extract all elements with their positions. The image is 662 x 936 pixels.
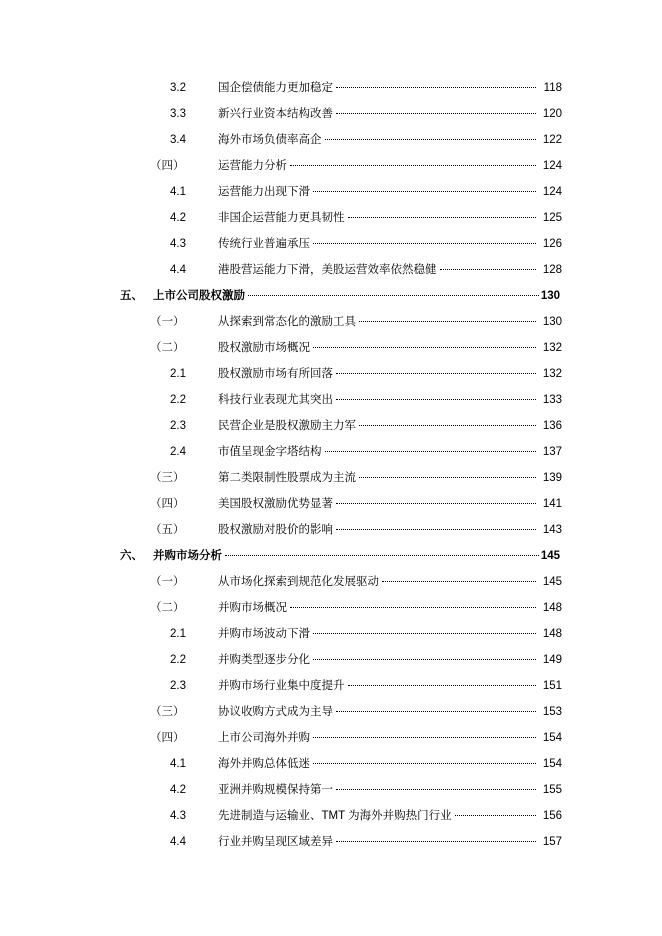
- toc-entry-page-number: 136: [541, 414, 562, 438]
- dot-leader: [336, 113, 536, 114]
- toc-entry-page-number: 145: [541, 570, 562, 594]
- dot-leader: [313, 737, 536, 738]
- toc-entry[interactable]: [0, 466, 662, 492]
- toc-entry-number: 4.4: [170, 264, 186, 276]
- toc-entry[interactable]: [0, 518, 662, 544]
- toc-entry-title-wrap: [218, 622, 538, 646]
- toc-entry-title: 从市场化探索到规范化发展驱动: [218, 576, 379, 588]
- toc-entry-title-wrap: [218, 76, 538, 100]
- toc-entry-title-wrap: [153, 284, 559, 308]
- toc-entry-page-number: 133: [541, 388, 562, 412]
- dot-leader: [313, 191, 536, 192]
- toc-entry[interactable]: [0, 596, 662, 622]
- toc-entry-title: 行业并购呈现区域差异: [218, 836, 333, 848]
- toc-entry-title-wrap: [218, 674, 538, 698]
- toc-entry-title-wrap: [218, 570, 538, 594]
- toc-entry-title-wrap: [218, 804, 538, 828]
- toc-entry-number: 3.3: [170, 108, 186, 120]
- toc-entry-title: 市值呈现金字塔结构: [218, 446, 322, 458]
- toc-entry-number: 六、: [120, 550, 143, 562]
- toc-entry[interactable]: [0, 648, 662, 674]
- toc-entry-title: 先进制造与运输业、TMT 为海外并购热门行业: [218, 810, 452, 822]
- toc-entry-number: 4.3: [170, 810, 186, 822]
- toc-entry-title: 海外并购总体低迷: [218, 758, 310, 770]
- toc-entry-title-wrap: [218, 726, 538, 750]
- toc-entry-title: 运营能力出现下滑: [218, 186, 310, 198]
- dot-leader: [359, 425, 536, 426]
- toc-entry-title: 并购市场行业集中度提升: [218, 680, 345, 692]
- toc-entry[interactable]: [0, 102, 662, 128]
- toc-entry-page-number: 120: [541, 102, 562, 126]
- toc-entry-number: 2.1: [170, 368, 186, 380]
- toc-entry-page-number: 125: [541, 206, 562, 230]
- dot-leader: [382, 581, 536, 582]
- toc-entry-page-number: 154: [541, 726, 562, 750]
- toc-entry-title: 上市公司股权激励: [153, 290, 245, 302]
- toc-entry-title-wrap: [218, 778, 538, 802]
- toc-entry-number: （五）: [150, 524, 185, 536]
- dot-leader: [290, 607, 536, 608]
- toc-entry-page-number: 132: [541, 362, 562, 386]
- dot-leader: [336, 87, 536, 88]
- toc-entry[interactable]: [0, 362, 662, 388]
- toc-entry[interactable]: [0, 492, 662, 518]
- toc-entry-title: 亚洲并购规模保持第一: [218, 784, 333, 796]
- toc-entry-title-wrap: [153, 544, 559, 568]
- toc-entry-page-number: 155: [541, 778, 562, 802]
- dot-leader: [313, 659, 536, 660]
- dot-leader: [336, 399, 536, 400]
- toc-entry-title: 股权激励市场概况: [218, 342, 310, 354]
- toc-entry-number: 2.3: [170, 420, 186, 432]
- toc-entry[interactable]: [0, 778, 662, 804]
- toc-entry-page-number: 139: [541, 466, 562, 490]
- toc-entry-title: 科技行业表现尤其突出: [218, 394, 333, 406]
- toc-entry[interactable]: [0, 180, 662, 206]
- dot-leader: [313, 347, 536, 348]
- toc-entry-page-number: 141: [541, 492, 562, 516]
- toc-entry[interactable]: [0, 232, 662, 258]
- toc-entry-title: 从探索到常态化的激励工具: [218, 316, 356, 328]
- toc-entry-page-number: 143: [541, 518, 562, 542]
- toc-entry-title: 传统行业普遍承压: [218, 238, 310, 250]
- toc-entry-page-number: 148: [541, 596, 562, 620]
- toc-entry-number: （三）: [150, 706, 185, 718]
- dot-leader: [336, 503, 536, 504]
- toc-entry[interactable]: [0, 726, 662, 752]
- toc-entry-number: 2.2: [170, 394, 186, 406]
- toc-entry[interactable]: [0, 310, 662, 336]
- toc-entry-title-wrap: [218, 492, 538, 516]
- dot-leader: [440, 269, 537, 270]
- toc-entry-title-wrap: [218, 388, 538, 412]
- toc-entry-title: 运营能力分析: [218, 160, 287, 172]
- toc-entry-page-number: 151: [541, 674, 562, 698]
- toc-entry[interactable]: [0, 544, 662, 570]
- toc-entry-title-wrap: [218, 362, 538, 386]
- dot-leader: [336, 529, 536, 530]
- toc-entry-title: 并购类型逐步分化: [218, 654, 310, 666]
- dot-leader: [348, 217, 537, 218]
- toc-entry-title-wrap: [218, 336, 538, 360]
- toc-entry[interactable]: [0, 570, 662, 596]
- toc-entry-title-wrap: [218, 752, 538, 776]
- toc-entry-page-number: 132: [541, 336, 562, 360]
- toc-entry-title-wrap: [218, 518, 538, 542]
- toc-entry-number: 五、: [120, 290, 143, 302]
- toc-entry-page-number: 126: [541, 232, 562, 256]
- toc-entry[interactable]: [0, 128, 662, 154]
- dot-leader: [359, 477, 536, 478]
- toc-entry-page-number: 153: [541, 700, 562, 724]
- table-of-contents: [0, 76, 662, 856]
- toc-entry[interactable]: [0, 830, 662, 856]
- toc-entry-number: 4.2: [170, 784, 186, 796]
- toc-entry[interactable]: [0, 414, 662, 440]
- toc-entry-number: 4.2: [170, 212, 186, 224]
- toc-entry-title: 新兴行业资本结构改善: [218, 108, 333, 120]
- toc-entry[interactable]: [0, 700, 662, 726]
- toc-entry-page-number: 157: [541, 830, 562, 854]
- toc-entry-page-number: 124: [541, 154, 562, 178]
- toc-entry-title: 国企偿债能力更加稳定: [218, 82, 333, 94]
- toc-entry-number: 2.4: [170, 446, 186, 458]
- toc-entry-title: 港股营运能力下滑，美股运营效率依然稳健: [218, 264, 437, 276]
- toc-entry-title-wrap: [218, 648, 538, 672]
- toc-entry-title-wrap: [218, 414, 538, 438]
- dot-leader: [313, 243, 536, 244]
- toc-entry-number: 2.3: [170, 680, 186, 692]
- dot-leader: [290, 165, 536, 166]
- toc-entry[interactable]: [0, 76, 662, 102]
- toc-entry-page-number: 137: [541, 440, 562, 464]
- dot-leader: [359, 321, 536, 322]
- toc-entry-title-wrap: [218, 180, 538, 204]
- toc-entry-page-number: 130: [539, 284, 560, 308]
- toc-entry[interactable]: [0, 804, 662, 830]
- toc-entry-title: 并购市场概况: [218, 602, 287, 614]
- toc-entry-page-number: 148: [541, 622, 562, 646]
- toc-entry-number: 4.3: [170, 238, 186, 250]
- toc-entry-number: 4.1: [170, 186, 186, 198]
- toc-entry-number: （一）: [150, 576, 185, 588]
- dot-leader: [348, 685, 537, 686]
- toc-entry-page-number: 145: [539, 544, 560, 568]
- toc-entry-title-wrap: [218, 128, 538, 152]
- dot-leader: [313, 763, 536, 764]
- toc-entry-title: 非国企运营能力更具韧性: [218, 212, 345, 224]
- toc-entry-number: （二）: [150, 602, 185, 614]
- toc-entry-page-number: 154: [541, 752, 562, 776]
- toc-entry-number: （四）: [150, 498, 185, 510]
- toc-entry-title-wrap: [218, 232, 538, 256]
- toc-entry-number: （二）: [150, 342, 185, 354]
- toc-entry-title: 并购市场分析: [153, 550, 222, 562]
- toc-entry-title-wrap: [218, 102, 538, 126]
- toc-entry-title-wrap: [218, 310, 538, 334]
- toc-entry-number: （三）: [150, 472, 185, 484]
- toc-entry-title-wrap: [218, 154, 538, 178]
- toc-entry-title: 并购市场波动下滑: [218, 628, 310, 640]
- toc-entry-title: 股权激励市场有所回落: [218, 368, 333, 380]
- toc-entry-title: 民营企业是股权激励主力军: [218, 420, 356, 432]
- toc-entry[interactable]: [0, 258, 662, 284]
- toc-entry-number: 4.1: [170, 758, 186, 770]
- dot-leader: [325, 139, 537, 140]
- toc-entry-title: 股权激励对股价的影响: [218, 524, 333, 536]
- toc-entry-number: （一）: [150, 316, 185, 328]
- toc-entry-title-wrap: [218, 596, 538, 620]
- dot-leader: [225, 555, 557, 556]
- dot-leader: [325, 451, 537, 452]
- toc-entry[interactable]: [0, 674, 662, 700]
- toc-entry-number: 4.4: [170, 836, 186, 848]
- toc-entry-number: 3.4: [170, 134, 186, 146]
- toc-entry-title: 美国股权激励优势显著: [218, 498, 333, 510]
- toc-entry-title: 上市公司海外并购: [218, 732, 310, 744]
- toc-entry-page-number: 156: [541, 804, 562, 828]
- dot-leader: [336, 789, 536, 790]
- toc-entry-number: 3.2: [170, 82, 186, 94]
- toc-entry[interactable]: [0, 154, 662, 180]
- toc-entry[interactable]: [0, 336, 662, 362]
- toc-entry-title-wrap: [218, 466, 538, 490]
- toc-entry-number: 2.1: [170, 628, 186, 640]
- toc-entry-title-wrap: [218, 206, 538, 230]
- dot-leader: [248, 295, 557, 296]
- toc-entry-page-number: 130: [541, 310, 562, 334]
- toc-entry-page-number: 149: [541, 648, 562, 672]
- toc-entry-title-wrap: [218, 258, 538, 282]
- toc-entry-page-number: 118: [542, 76, 562, 100]
- toc-entry-title: 海外市场负债率高企: [218, 134, 322, 146]
- dot-leader: [455, 815, 536, 816]
- toc-entry-number: 2.2: [170, 654, 186, 666]
- toc-entry-page-number: 124: [541, 180, 562, 204]
- dot-leader: [336, 711, 536, 712]
- toc-entry[interactable]: [0, 284, 662, 310]
- toc-entry[interactable]: [0, 206, 662, 232]
- toc-entry-page-number: 128: [541, 258, 562, 282]
- toc-entry-title-wrap: [218, 830, 538, 854]
- toc-entry-number: （四）: [150, 160, 185, 172]
- toc-entry-title-wrap: [218, 440, 538, 464]
- dot-leader: [336, 841, 536, 842]
- toc-entry-number: （四）: [150, 732, 185, 744]
- dot-leader: [313, 633, 536, 634]
- toc-entry-page-number: 122: [541, 128, 562, 152]
- toc-entry[interactable]: [0, 440, 662, 466]
- toc-entry[interactable]: [0, 622, 662, 648]
- toc-entry[interactable]: [0, 388, 662, 414]
- toc-entry-title-wrap: [218, 700, 538, 724]
- toc-entry[interactable]: [0, 752, 662, 778]
- toc-entry-title: 协议收购方式成为主导: [218, 706, 333, 718]
- toc-entry-title: 第二类限制性股票成为主流: [218, 472, 356, 484]
- dot-leader: [336, 373, 536, 374]
